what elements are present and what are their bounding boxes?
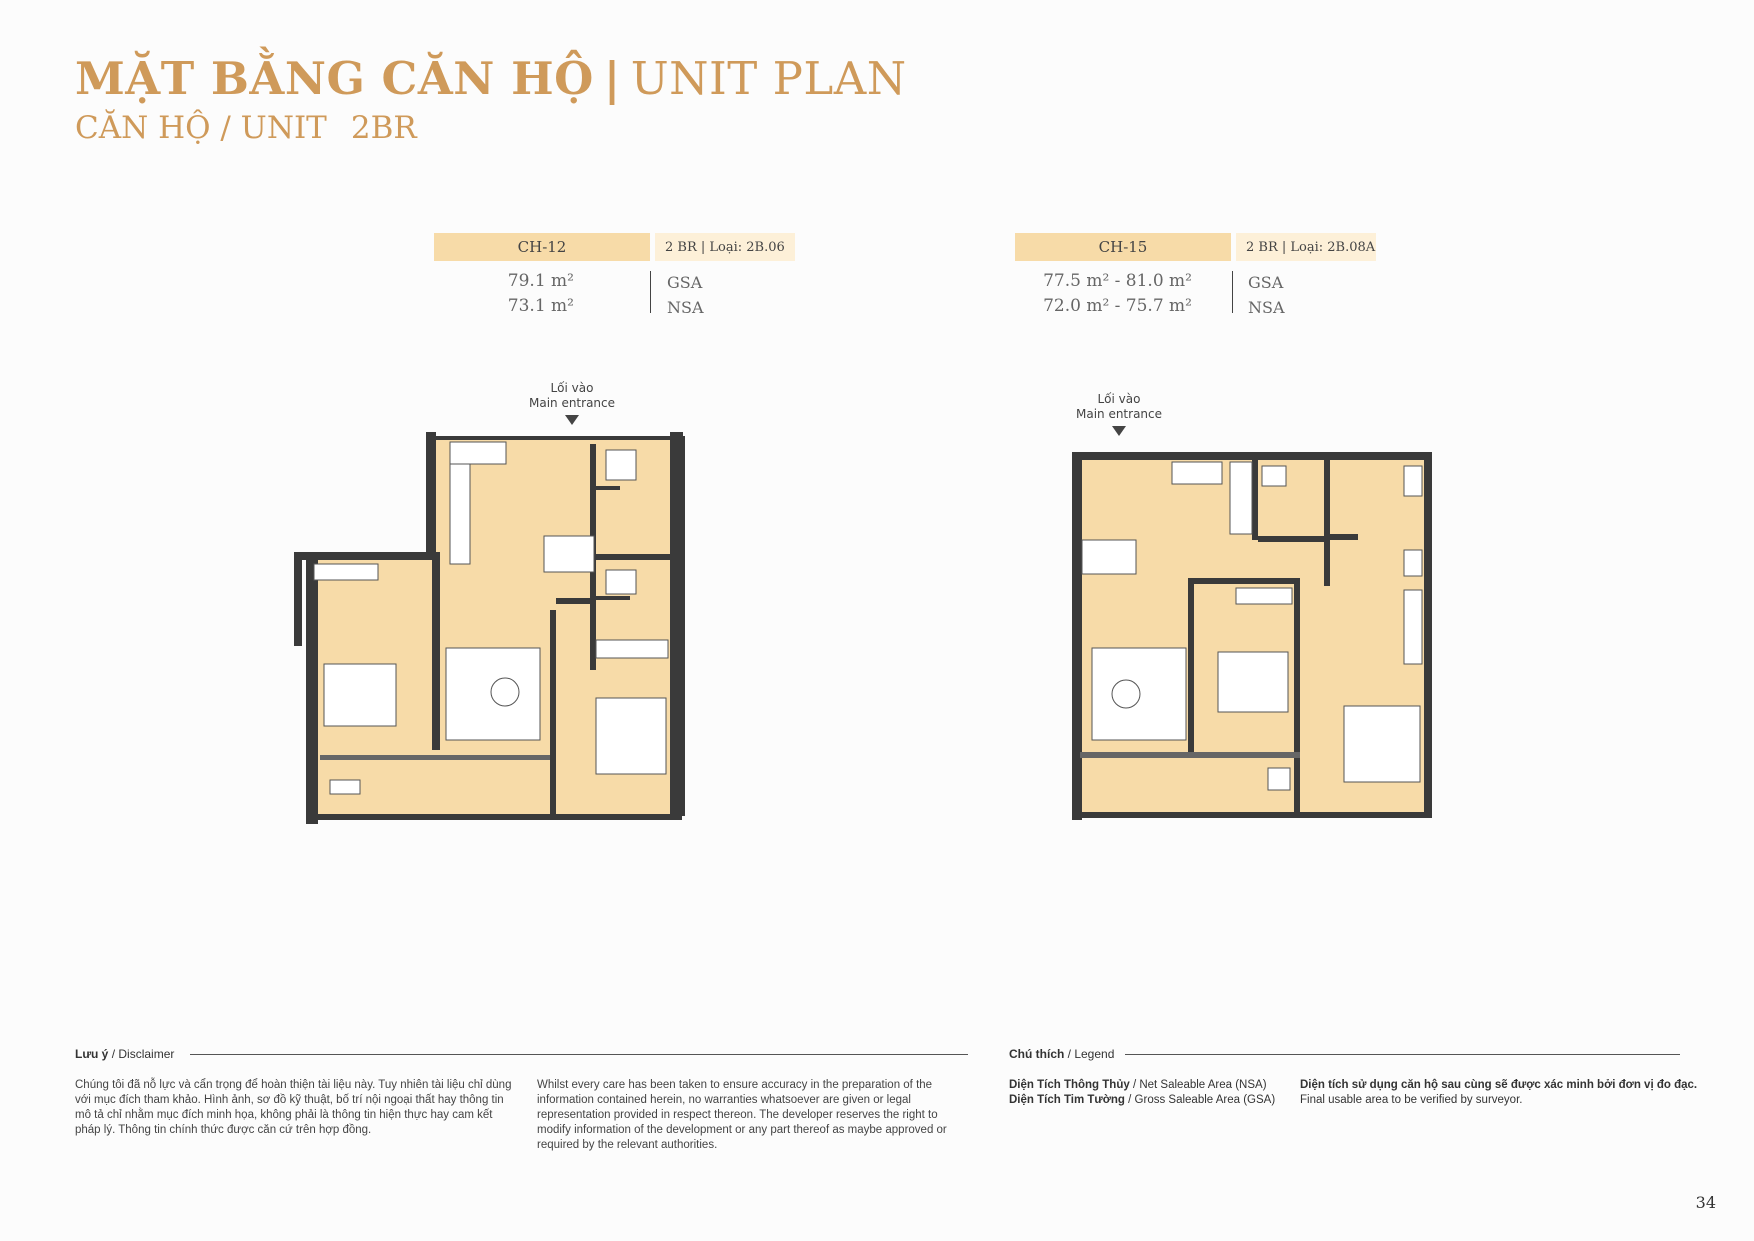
entrance-en: Main entrance — [528, 396, 616, 410]
title-separator: | — [603, 52, 621, 105]
disclaimer-heading-bold: Lưu ý — [75, 1047, 109, 1061]
nsa-label-ch15: NSA — [1248, 298, 1285, 317]
legend-gsa-rest: / Gross Saleable Area (GSA) — [1124, 1094, 1276, 1106]
subtitle-label: CĂN HỘ / UNIT — [75, 110, 327, 146]
page-title — [75, 52, 907, 105]
disclaimer-text-en: Whilst every care has been taken to ensure accuracy in the preparation of the information contained herein, no warranties whatsoever are given or legal representation provided in respect thereon. The developer reserves the right to modify information of the development or any part thereof as maybe approved or required by the relevant authorities. — [537, 1079, 947, 1151]
page-subtitle — [75, 110, 417, 146]
nsa-label-ch12: NSA — [667, 298, 704, 317]
entrance-label-ch12 — [512, 381, 632, 425]
entrance-label-ch15 — [1059, 392, 1179, 436]
area-divider-ch12 — [650, 271, 651, 313]
entrance-vi: Lối vào — [1097, 392, 1141, 406]
legend-note-bold — [1300, 1078, 1697, 1093]
title-en: UNIT PLAN — [630, 52, 907, 105]
legend-gsa-bold: Diện Tích Tim Tường — [1009, 1094, 1125, 1106]
floor-plan-ch12 — [290, 430, 690, 830]
legend-gsa — [1009, 1093, 1275, 1108]
unit-code-ch12: CH-12 — [434, 233, 650, 261]
legend-nsa-rest: / Net Saleable Area (NSA) — [1129, 1079, 1267, 1091]
gsa-value-ch12: 79.1 m² — [507, 271, 574, 291]
legend-heading-bold: Chú thích — [1009, 1047, 1065, 1061]
legend-rule — [1125, 1054, 1680, 1055]
gsa-label-ch15: GSA — [1248, 273, 1284, 292]
entrance-en: Main entrance — [1075, 407, 1163, 421]
floor-plan-ch15 — [1068, 450, 1438, 830]
unit-type-ch12: 2 BR | Loại: 2B.06 — [655, 233, 795, 261]
disclaimer-text-vi: Chúng tôi đã nỗ lực và cẩn trọng để hoàn thiện tài liệu này. Tuy nhiên tài liệu chỉ dùng với mục đích tham khảo. Hình ảnh, sơ đồ kỹ thuật, bố trí nội ngoại thất hay thông tin mô tả chỉ nhằm mục đích minh họa, không phải là thông tin hiện thực hay cam kết pháp lý. Thông tin chính thức được căn cứ trên hợp đồng. — [75, 1079, 512, 1136]
disclaimer-heading — [75, 1047, 174, 1061]
legend-nsa-bold: Diện Tích Thông Thủy — [1009, 1079, 1130, 1091]
nsa-value-ch15: 72.0 m² - 75.7 m² — [1043, 296, 1192, 316]
legend-nsa — [1009, 1078, 1267, 1093]
entrance-arrow-icon — [1112, 426, 1126, 436]
legend-note-rest: Final usable area to be verified by surveyor. — [1300, 1094, 1523, 1106]
unit-type-ch15: 2 BR | Loại: 2B.08A — [1236, 233, 1376, 261]
unit-code-ch15: CH-15 — [1015, 233, 1231, 261]
entrance-vi: Lối vào — [550, 381, 594, 395]
page-number: 34 — [1695, 1193, 1716, 1212]
title-vi: MẶT BẰNG CĂN HỘ — [75, 52, 594, 105]
area-divider-ch15 — [1232, 271, 1233, 313]
disclaimer-heading-rest: / Disclaimer — [108, 1047, 175, 1061]
gsa-value-ch15: 77.5 m² - 81.0 m² — [1043, 271, 1192, 291]
legend-note-bold-text: Diện tích sử dụng căn hộ sau cùng sẽ được xác minh bởi đơn vị đo đạc. — [1300, 1079, 1698, 1091]
gsa-label-ch12: GSA — [667, 273, 703, 292]
subtitle-type: 2BR — [350, 110, 417, 146]
disclaimer-rule — [190, 1054, 968, 1055]
legend-heading-rest: / Legend — [1064, 1047, 1115, 1061]
entrance-arrow-icon — [565, 415, 579, 425]
legend-heading — [1009, 1047, 1114, 1061]
nsa-value-ch12: 73.1 m² — [507, 296, 574, 316]
